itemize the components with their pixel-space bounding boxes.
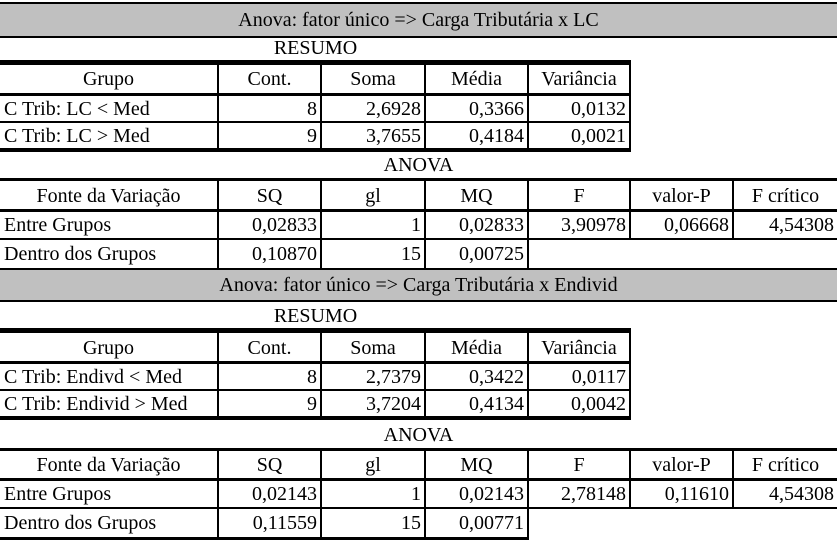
anova-cell-f: 2,78148 — [529, 481, 631, 509]
anova-cell-mq: 0,02143 — [426, 481, 529, 509]
divider — [0, 417, 631, 420]
anova-header-valor-p: valor-P — [631, 451, 734, 479]
section-2-resumo-header-row — [0, 333, 837, 362]
section-1-anova-label-row — [0, 152, 837, 178]
anova-header-mq: MQ — [426, 181, 529, 210]
anova-header-gl: gl — [322, 181, 426, 210]
resumo-cell-variancia: 0,0042 — [529, 391, 631, 418]
resumo-cell-variancia: 0,0132 — [529, 96, 631, 123]
section-1-resumo-header-row — [0, 64, 837, 94]
section-1-title: Anova: fator único => Carga Tributária x LC — [238, 9, 599, 31]
divider — [0, 62, 631, 65]
anova-header-fonte: Fonte da Variação — [0, 181, 219, 210]
anova-cell-gl: 1 — [322, 212, 426, 240]
anova-cell-fonte: Entre Grupos — [0, 481, 219, 509]
anova-cell-fonte: Entre Grupos — [0, 212, 219, 240]
resumo-header-soma: Soma — [322, 333, 426, 362]
resumo-cell-media: 0,4134 — [426, 391, 529, 418]
resumo-cell-cont: 9 — [219, 391, 322, 418]
section-2-resumo-label: RESUMO — [0, 304, 631, 330]
resumo-header-variancia: Variância — [529, 333, 631, 362]
resumo-cell-variancia: 0,0021 — [529, 123, 631, 150]
resumo-cell-cont: 9 — [219, 123, 322, 150]
table-row — [0, 212, 837, 240]
section-1-resumo-label: RESUMO — [0, 36, 631, 62]
table-row — [0, 96, 837, 123]
resumo-header-soma: Soma — [322, 64, 426, 94]
section-1-anova-label: ANOVA — [383, 154, 454, 176]
resumo-cell-cont: 8 — [219, 364, 322, 391]
anova-cell-mq: 0,00771 — [426, 509, 529, 537]
section-1-resumo-label-row — [0, 36, 837, 62]
section-2-title: Anova: fator único => Carga Tributária x Endivid — [219, 274, 618, 296]
anova-cell-valor-p: 0,06668 — [631, 212, 734, 240]
resumo-header-cont: Cont. — [219, 333, 322, 362]
resumo-cell-soma: 2,6928 — [322, 96, 426, 123]
resumo-cell-cont: 8 — [219, 96, 322, 123]
resumo-cell-soma: 3,7655 — [322, 123, 426, 150]
resumo-cell-grupo: C Trib: Endivd < Med — [0, 364, 219, 391]
resumo-cell-grupo: C Trib: Endivid > Med — [0, 391, 219, 418]
anova-header-f: F — [529, 451, 631, 479]
section-2-anova-label: ANOVA — [383, 423, 454, 446]
resumo-header-media: Média — [426, 333, 529, 362]
anova-cell-valor-p: 0,11610 — [631, 481, 734, 509]
anova-header-f-critico: F crítico — [751, 184, 820, 207]
table-row — [0, 123, 837, 150]
anova-cell-gl: 15 — [322, 240, 426, 268]
anova-cell-fonte: Dentro dos Grupos — [0, 240, 219, 268]
resumo-header-cont: Cont. — [219, 64, 322, 94]
table-row — [0, 240, 837, 268]
anova-cell-mq: 0,00725 — [426, 240, 529, 268]
anova-header-gl: gl — [322, 451, 426, 479]
anova-cell-sq: 0,02833 — [219, 212, 322, 240]
anova-cell-sq: 0,10870 — [219, 240, 322, 268]
anova-cell-mq: 0,02833 — [426, 212, 529, 240]
resumo-cell-grupo: C Trib: LC < Med — [0, 96, 219, 123]
resumo-cell-media: 0,4184 — [426, 123, 529, 150]
table-row — [0, 509, 837, 537]
table-row — [0, 481, 837, 509]
anova-header-f-critico: F crítico — [751, 454, 820, 476]
anova-header-fonte: Fonte da Variação — [0, 451, 219, 479]
resumo-header-grupo: Grupo — [0, 333, 219, 362]
anova-cell-fonte: Dentro dos Grupos — [0, 509, 219, 537]
anova-header-mq: MQ — [426, 451, 529, 479]
section-2-title-bar — [0, 268, 837, 302]
resumo-cell-grupo: C Trib: LC > Med — [0, 123, 219, 150]
anova-cell-sq: 0,11559 — [219, 509, 322, 537]
anova-header-f: F — [529, 181, 631, 210]
resumo-header-grupo: Grupo — [0, 64, 219, 94]
section-2-anova-header-row — [0, 451, 837, 479]
section-2-anova-label-row — [0, 421, 837, 448]
anova-cell-sq: 0,02143 — [219, 481, 322, 509]
resumo-cell-media: 0,3366 — [426, 96, 529, 123]
resumo-cell-soma: 2,7379 — [322, 364, 426, 391]
resumo-cell-soma: 3,7204 — [322, 391, 426, 418]
anova-cell-gl: 1 — [322, 481, 426, 509]
section-2-resumo-label-row — [0, 304, 837, 330]
table-row — [0, 391, 837, 418]
table-row — [0, 364, 837, 391]
anova-cell-f-critico: 4,54308 — [734, 481, 837, 509]
resumo-cell-variancia: 0,0117 — [529, 364, 631, 391]
resumo-header-media: Média — [426, 64, 529, 94]
anova-header-valor-p: valor-P — [631, 181, 734, 210]
resumo-cell-media: 0,3422 — [426, 364, 529, 391]
anova-header-sq: SQ — [219, 451, 322, 479]
anova-cell-gl: 15 — [322, 509, 426, 537]
anova-cell-f-critico: 4,54308 — [734, 212, 837, 240]
section-1-title-bar — [0, 2, 837, 38]
section-1-anova-header-row — [0, 181, 837, 210]
resumo-header-variancia: Variância — [529, 64, 631, 94]
anova-cell-f: 3,90978 — [529, 212, 631, 240]
anova-header-sq: SQ — [219, 181, 322, 210]
